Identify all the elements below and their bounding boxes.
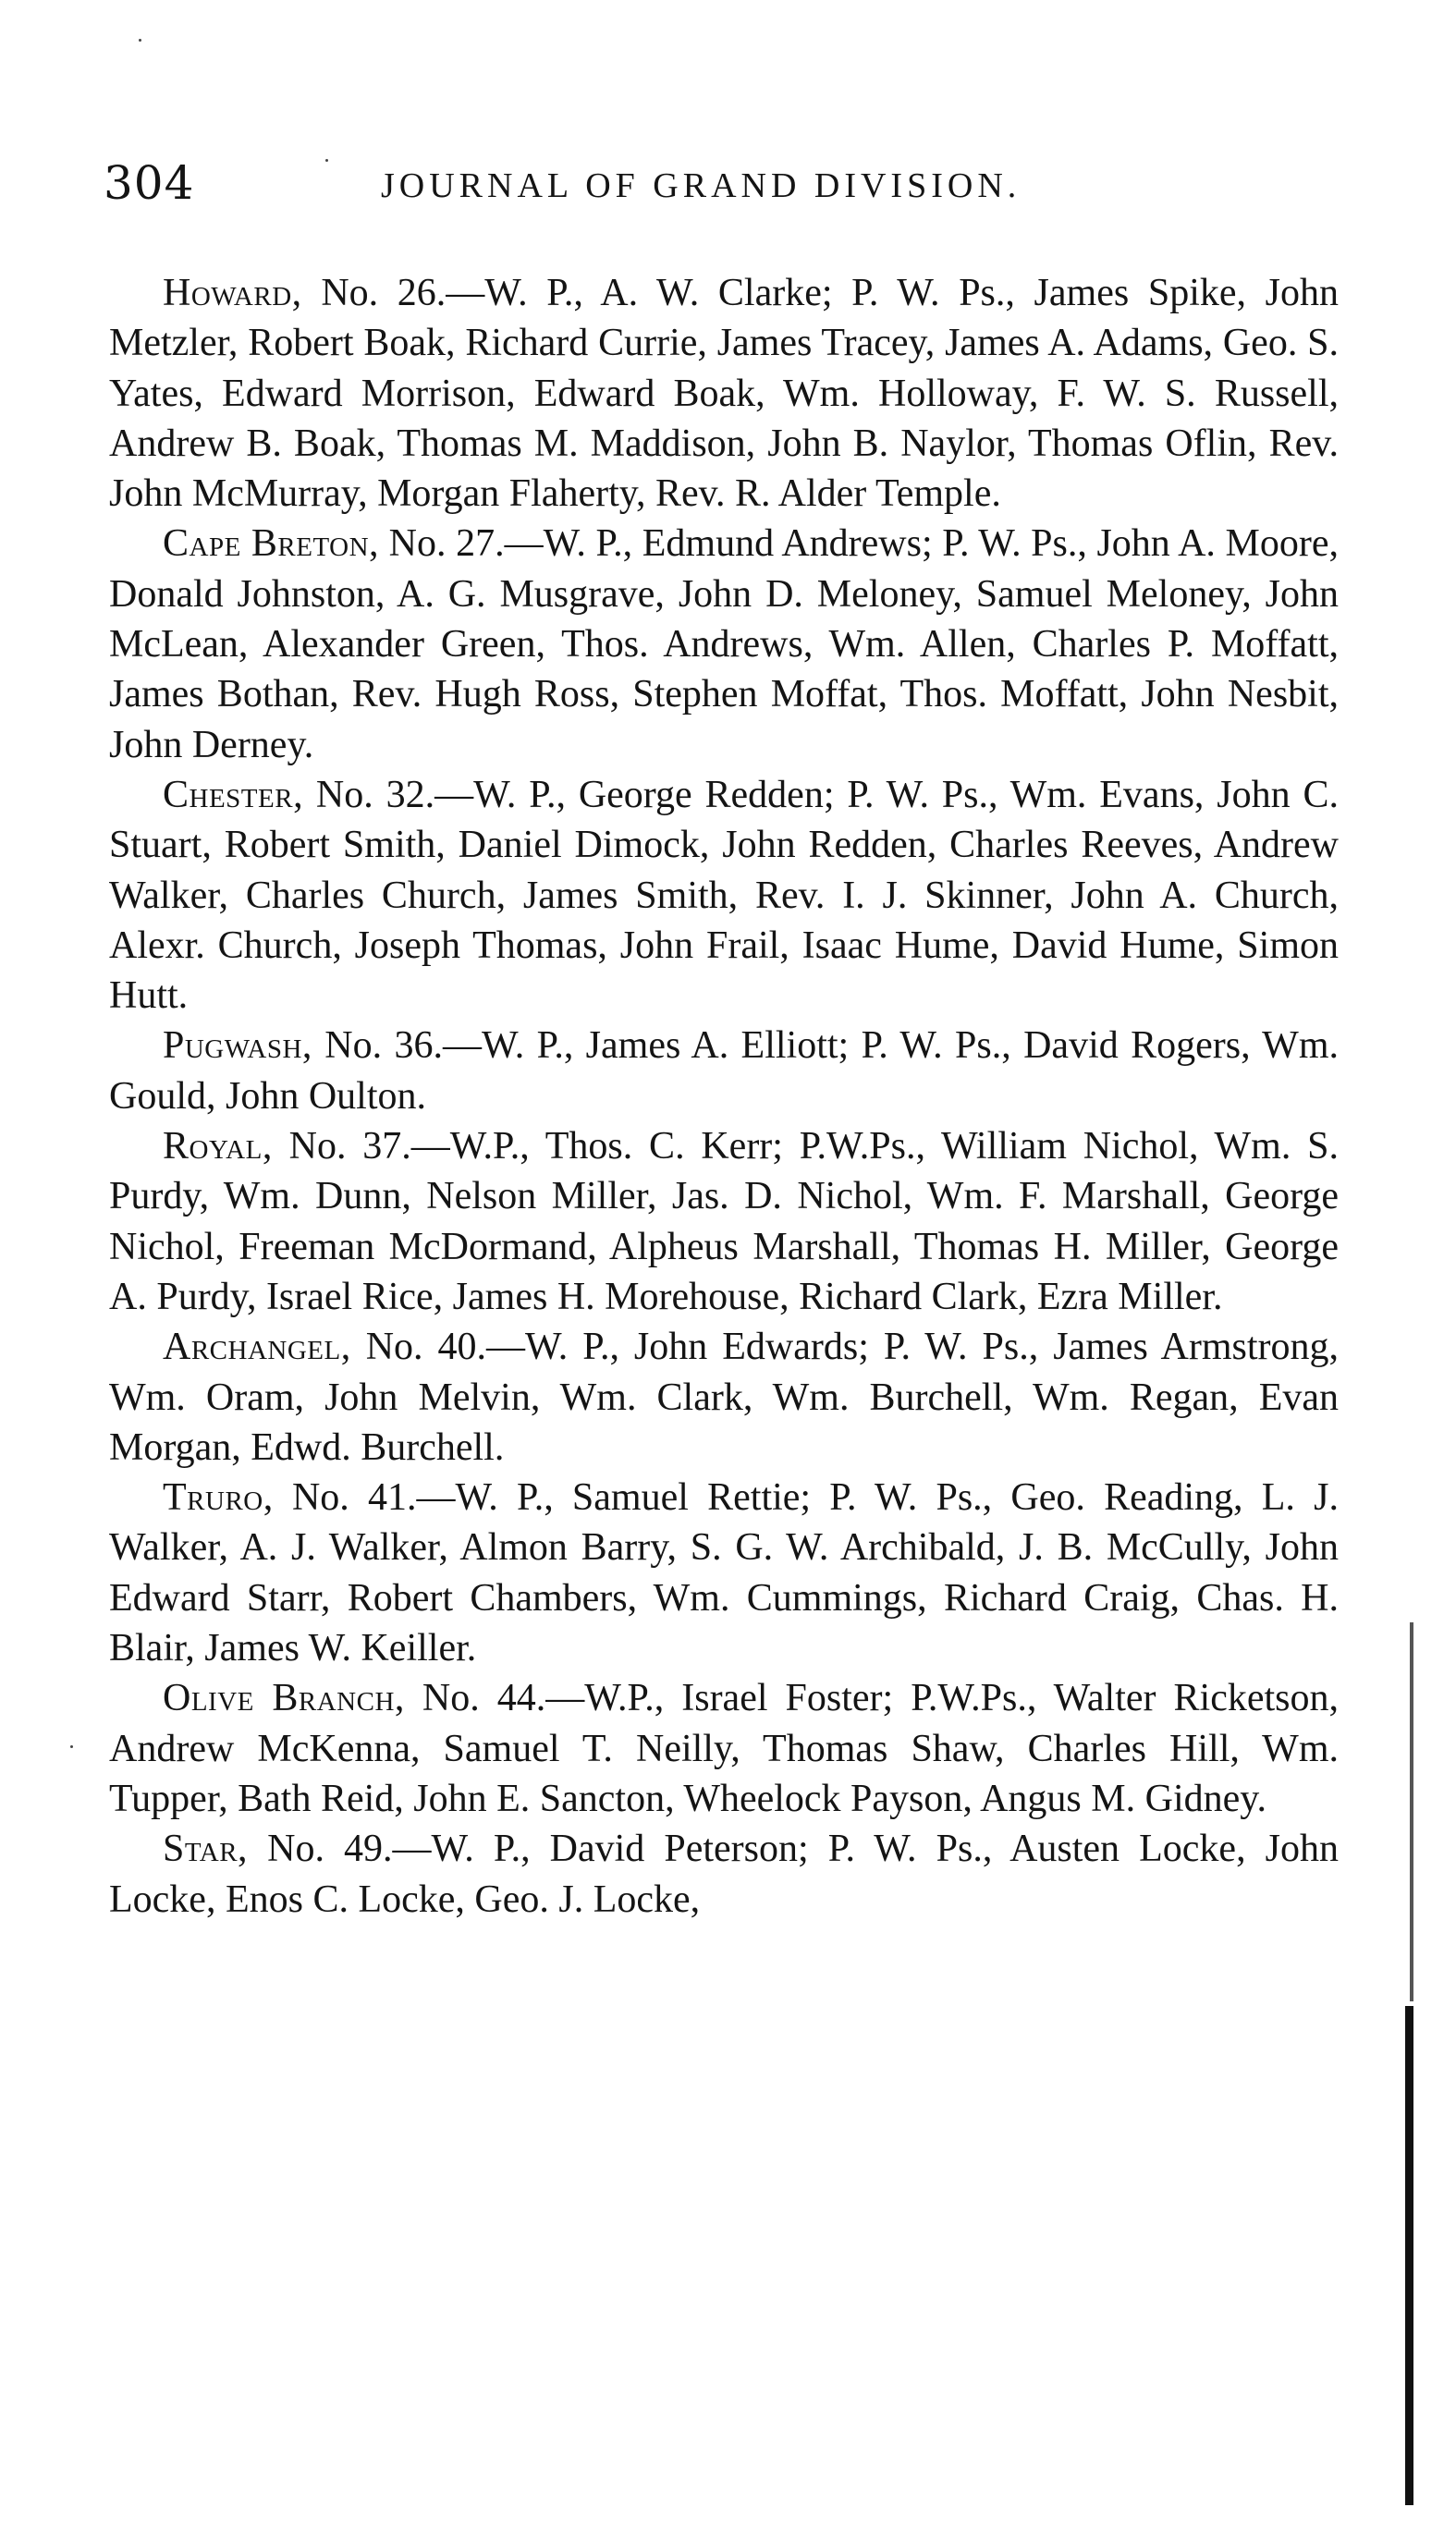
entry-olive-branch [109,1673,1339,1824]
margin-shadow-line [1410,1622,1413,2001]
lodge-name: Howard, [163,272,302,314]
running-head: JOURNAL OF GRAND DIVISION. [381,166,1022,205]
entry-text: No. 41.—W. P., Samuel Rettie; P. W. Ps., Geo. Reading, L. J. Walker, A. J. Walker, Almon Barry, S. G. W. Archibald, J. B. McCully, John Edward Starr, Robert Chambers, Wm. Cummings, Richard Craig, Chas. H. Blair, James W. Keiller. [109,1476,1339,1670]
lodge-name: Olive Branch, [163,1677,405,1720]
lodge-name: Truro, [163,1476,274,1520]
entry-chester [109,770,1339,1021]
lodge-name: Chester, [163,773,304,816]
page-header [104,155,1305,229]
lodge-name: Star, [163,1828,249,1871]
lodge-name: Pugwash, [163,1024,312,1068]
lodge-name: Cape Breton, [163,522,380,566]
entry-archangel [109,1322,1339,1473]
lodge-name: Archangel, [163,1326,351,1369]
paper-speck [70,1745,73,1748]
margin-binding-edge [1405,2006,1413,2505]
entry-star [109,1824,1339,1925]
page-number: 304 [104,156,195,210]
lodge-name: Royal, [163,1125,273,1168]
entry-howard [109,268,1339,519]
entry-text: No. 32.—W. P., George Redden; P. W. Ps., Wm. Evans, John C. Stuart, Robert Smith, Daniel Dimock, John Redden, Charles Reeves, Andrew Walker, Charles Church, James Smith, Rev. I. J. Skinner, John A. Church, Alexr. Church, Joseph Thomas, John Frail, Isaac Hume, David Hume, Simon Hutt. [109,773,1339,1018]
entry-text: No. 49.—W. P., David Peterson; P. W. Ps., Austen Locke, John Locke, Enos C. Locke, Geo. J. Locke, [109,1828,1339,1921]
entry-text: No. 26.—W. P., A. W. Clarke; P. W. Ps., James Spike, John Metzler, Robert Boak, Richard Currie, James Tracey, James A. Adams, Geo. S. Yates, Edward Morrison, Edward Boak, Wm. Holloway, F. W. S. Russell, Andrew B. Boak, Thomas M. Maddison, John B. Naylor, Thomas Oflin, Rev. John McMurray, Morgan Flaherty, Rev. R. Alder Temple. [109,272,1339,516]
entry-text: No. 44.—W.P., Israel Foster; P.W.Ps., Walter Ricketson, Andrew McKenna, Samuel T. Neilly, Thomas Shaw, Charles Hill, Wm. Tupper, Bath Reid, John E. Sancton, Wheelock Payson, Angus M. Gidney. [109,1677,1340,1820]
entry-text: No. 27.—W. P., Edmund Andrews; P. W. Ps., John A. Moore, Donald Johnston, A. G. Musgrave, John D. Meloney, Samuel Meloney, John McLean, Alexander Green, Thos. Andrews, Wm. Allen, Charles P. Moffatt, James Bothan, Rev. Hugh Ross, Stephen Moffat, Thos. Moffatt, John Nesbit, John Derney. [109,522,1339,766]
entry-text: No. 36.—W. P., James A. Elliott; P. W. Ps., David Rogers, Wm. Gould, John Oulton. [109,1024,1339,1118]
entry-truro [109,1473,1339,1673]
entry-text: No. 37.—W.P., Thos. C. Kerr; P.W.Ps., William Nichol, Wm. S. Purdy, Wm. Dunn, Nelson Miller, Jas. D. Nichol, Wm. F. Marshall, George Nichol, Freeman McDormand, Alpheus Marshall, Thomas H. Miller, George A. Purdy, Israel Rice, James H. Morehouse, Richard Clark, Ezra Miller. [109,1125,1339,1318]
paper-speck [139,39,141,42]
entry-royal [109,1121,1339,1322]
paper-speck [325,159,328,162]
entry-pugwash [109,1021,1339,1121]
entry-text: No. 40.—W. P., John Edwards; P. W. Ps., James Armstrong, Wm. Oram, John Melvin, Wm. Clark, Wm. Burchell, Wm. Regan, Evan Morgan, Edwd. Burchell. [109,1326,1339,1469]
body-text [109,268,1339,1925]
entry-cape-breton [109,519,1339,769]
